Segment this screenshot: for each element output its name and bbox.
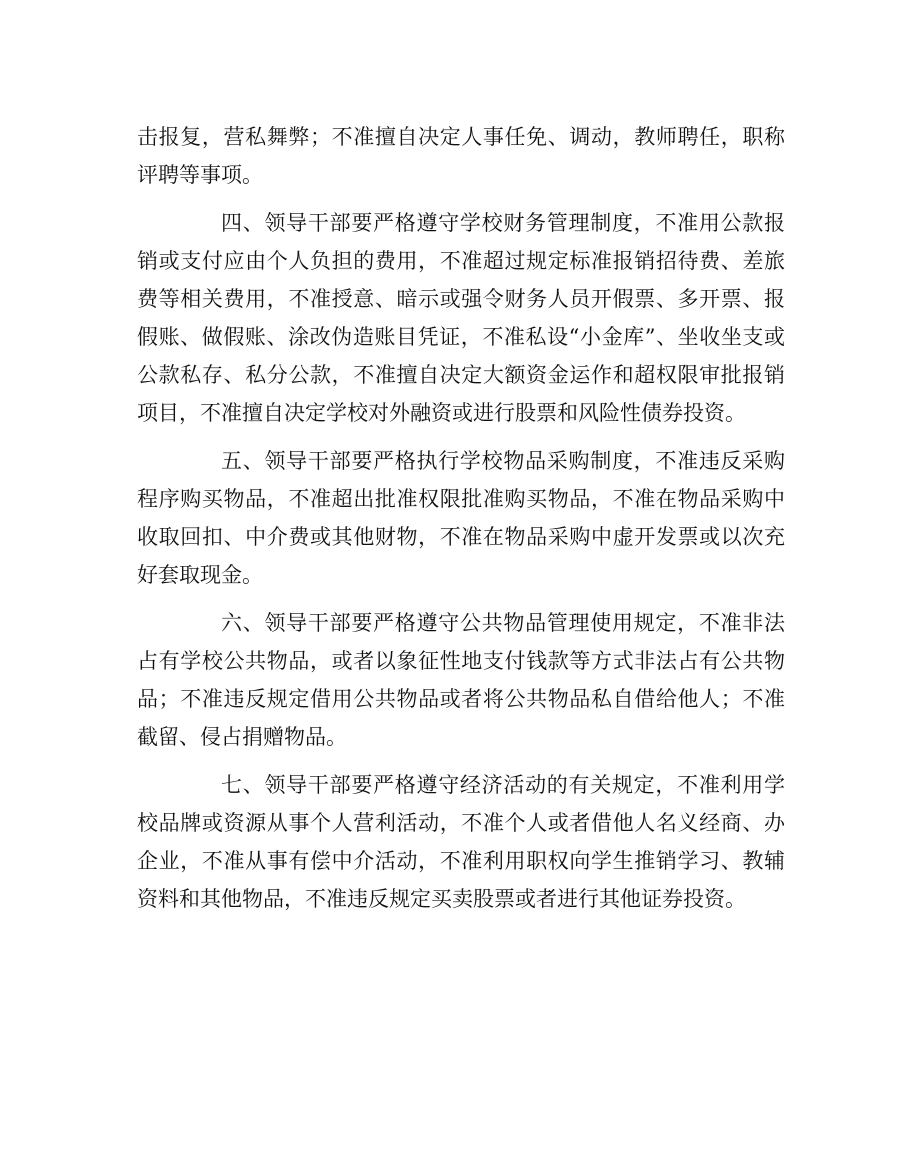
paragraph-section-7: 七、领导干部要严格遵守经济活动的有关规定，不准利用学校品牌或资源从事个人营利活动，不准个人或者借他人名义经商、办企业，不准从事有偿中介活动，不准利用职权向学生推销学习、教辅资料和其他物品，不准违反规定买卖股票或者进行其他证券投资。 (137, 773, 785, 911)
document-body (137, 118, 785, 928)
paragraph-section-5: 五、领导干部要严格执行学校物品采购制度，不准违反采购程序购买物品，不准超出批准权限批准购买物品，不准在物品采购中收取回扣、中介费或其他财物，不准在物品采购中虚开发票或以次充好套取现金。 (137, 449, 785, 587)
paragraph-section-4: 四、领导干部要严格遵守学校财务管理制度，不准用公款报销或支付应由个人负担的费用，不准超过规定标准报销招待费、差旅费等相关费用，不准授意、暗示或强令财务人员开假票、多开票、报假账、做假账、涂改伪造账目凭证，不准私设“小金库”、坐收坐支或公款私存、私分公款，不准擅自决定大额资金运作和超权限审批报销项目，不准擅自决定学校对外融资或进行股票和风险性债券投资。 (137, 211, 785, 425)
paragraph-continuation: 击报复，营私舞弊；不准擅自决定人事任免、调动，教师聘任，职称评聘等事项。 (137, 125, 785, 187)
paragraph-section-6: 六、领导干部要严格遵守公共物品管理使用规定，不准非法占有学校公共物品，或者以象征性地支付钱款等方式非法占有公共物品；不准违反规定借用公共物品或者将公共物品私自借给他人；不准截留、侵占捐赠物品。 (137, 611, 785, 749)
